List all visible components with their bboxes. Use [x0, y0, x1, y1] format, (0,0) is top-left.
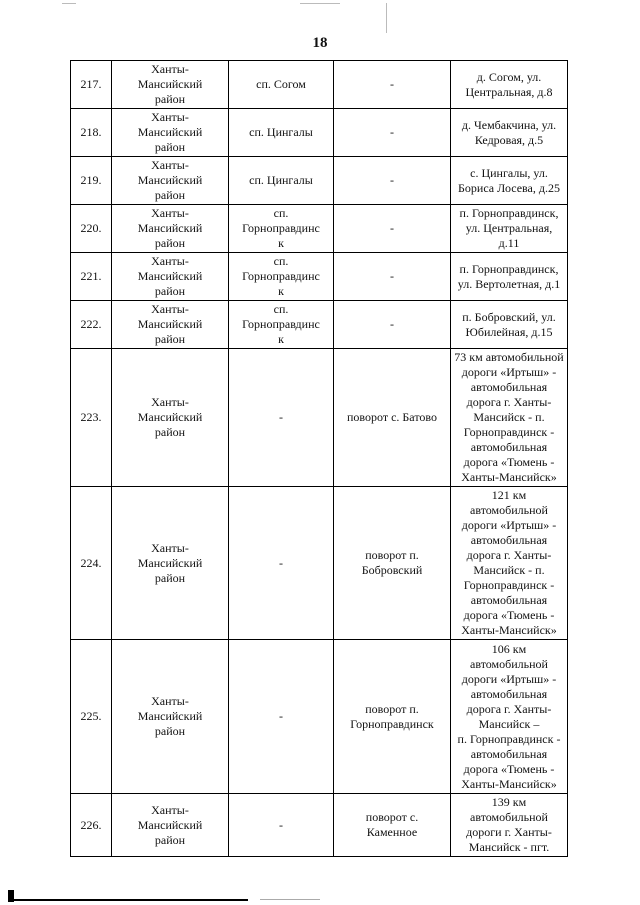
district-cell: Ханты- Мансийский район — [112, 61, 229, 109]
table-row — [71, 301, 568, 349]
row-number: 221. — [71, 253, 112, 301]
page-number: 18 — [312, 35, 328, 51]
settlement-cell: сп. Согом — [229, 61, 334, 109]
table-row — [71, 157, 568, 205]
settlement-cell: сп. Горноправдинс к — [229, 253, 334, 301]
point-cell: - — [334, 109, 451, 157]
row-number: 224. — [71, 487, 112, 640]
table-row — [71, 349, 568, 487]
scan-mark — [62, 3, 76, 4]
point-cell: - — [334, 157, 451, 205]
table-row — [71, 61, 568, 109]
row-number: 220. — [71, 205, 112, 253]
address-cell: 139 км автомобильной дороги г. Ханты- Мансийск - пгт. — [451, 794, 568, 857]
table-row — [71, 205, 568, 253]
point-cell: поворот п. Бобровский — [334, 487, 451, 640]
point-cell: - — [334, 301, 451, 349]
district-cell: Ханты- Мансийский район — [112, 253, 229, 301]
table-row — [71, 109, 568, 157]
address-cell: д. Согом, ул. Центральная, д.8 — [451, 61, 568, 109]
table-row — [71, 253, 568, 301]
scan-artifacts-top — [0, 0, 640, 12]
scan-edge-line — [8, 899, 248, 901]
district-cell: Ханты- Мансийский район — [112, 301, 229, 349]
table-row — [71, 794, 568, 857]
address-cell: д. Чембакчина, ул. Кедровая, д.5 — [451, 109, 568, 157]
point-cell: - — [334, 205, 451, 253]
district-cell: Ханты- Мансийский район — [112, 109, 229, 157]
point-cell: поворот с. Батово — [334, 349, 451, 487]
row-number: 226. — [71, 794, 112, 857]
point-cell: поворот с. Каменное — [334, 794, 451, 857]
table-row — [71, 487, 568, 640]
district-cell: Ханты- Мансийский район — [112, 640, 229, 794]
settlement-cell: - — [229, 349, 334, 487]
district-cell: Ханты- Мансийский район — [112, 794, 229, 857]
settlement-cell: сп. Цингалы — [229, 109, 334, 157]
row-number: 217. — [71, 61, 112, 109]
scan-edge-line — [260, 899, 320, 900]
district-cell: Ханты- Мансийский район — [112, 157, 229, 205]
settlement-cell: сп. Цингалы — [229, 157, 334, 205]
address-cell: 121 км автомобильной дороги «Иртыш» - автомобильная дорога г. Ханты- Мансийск - п. Горноправдинск - автомобильная дорога «Тюмень - Ханты-Мансийск» — [451, 487, 568, 640]
settlement-cell: - — [229, 794, 334, 857]
district-cell: Ханты- Мансийский район — [112, 205, 229, 253]
district-cell: Ханты- Мансийский район — [112, 487, 229, 640]
settlement-table — [70, 60, 568, 857]
settlement-cell: сп. Горноправдинс к — [229, 205, 334, 253]
row-number: 218. — [71, 109, 112, 157]
point-cell: - — [334, 61, 451, 109]
settlement-cell: - — [229, 487, 334, 640]
district-cell: Ханты- Мансийский район — [112, 349, 229, 487]
table-row — [71, 640, 568, 794]
scan-mark — [386, 3, 387, 33]
point-cell: - — [334, 253, 451, 301]
row-number: 223. — [71, 349, 112, 487]
settlement-cell: сп. Горноправдинс к — [229, 301, 334, 349]
address-cell: п. Бобровский, ул. Юбилейная, д.15 — [451, 301, 568, 349]
table-body — [71, 61, 568, 857]
row-number: 219. — [71, 157, 112, 205]
address-cell: с. Цингалы, ул. Бориса Лосева, д.25 — [451, 157, 568, 205]
address-cell: 73 км автомобильной дороги «Иртыш» - автомобильная дорога г. Ханты- Мансийск - п. Горноправдинск - автомобильная дорога «Тюмень - Ханты-Мансийск» — [451, 349, 568, 487]
row-number: 225. — [71, 640, 112, 794]
row-number: 222. — [71, 301, 112, 349]
point-cell: поворот п. Горноправдинск — [334, 640, 451, 794]
scan-mark — [300, 3, 340, 4]
address-cell: 106 км автомобильной дороги «Иртыш» - автомобильная дорога г. Ханты- Мансийск – п. Горноправдинск - автомобильная дорога «Тюмень - Ханты-Мансийск» — [451, 640, 568, 794]
settlement-cell: - — [229, 640, 334, 794]
address-cell: п. Горноправдинск, ул. Центральная, д.11 — [451, 205, 568, 253]
address-cell: п. Горноправдинск, ул. Вертолетная, д.1 — [451, 253, 568, 301]
